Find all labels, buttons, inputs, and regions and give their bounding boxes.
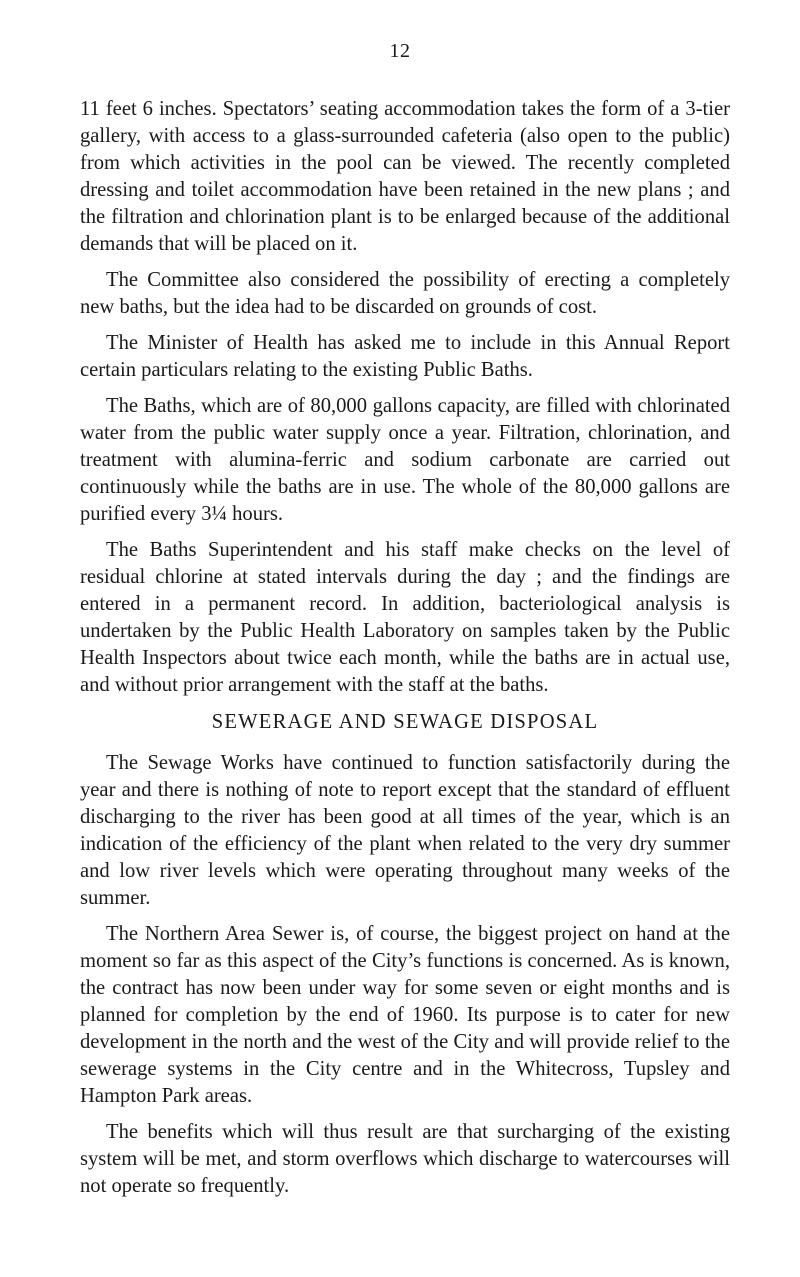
section-heading-sewerage: SEWERAGE AND SEWAGE DISPOSAL (211, 711, 599, 733)
paragraph-baths-capacity: The Baths, which are of 80,000 gallons capacity, are filled with chlorinated water from the public water supply once a year. Filtration, chlorination, and treatment with alumina-ferric and sodium carbonate are carried out continuously while the baths are in use. The whole of the 80,000 gallons are purified every 3¼ hours. (80, 395, 730, 525)
paragraph-baths-checks: The Baths Superintendent and his staff make checks on the level of residual chlorine at stated intervals during the day ; and the findings are entered in a permanent record. In addition, bacteriological analysis is undertaken by the Public Health Laboratory on samples taken by the Public Health Inspectors about twice each month, while the baths are in actual use, and without prior arrangement with the staff at the baths. (80, 539, 730, 696)
page-content (80, 96, 730, 1209)
paragraph-pool-description: 11 feet 6 inches. Spectators’ seating accommodation takes the form of a 3-tier gallery, with access to a glass-surrounded cafeteria (also open to the public) from which activities in the pool can be viewed. The recently completed dressing and toilet accommodation have been retained in the new plans ; and the filtration and chlorination plant is to be enlarged because of the additional demands that will be placed on it. (80, 98, 730, 255)
paragraph-minister-request: The Minister of Health has asked me to include in this Annual Report certain particulars relating to the existing Public Baths. (80, 332, 730, 381)
paragraph-benefits: The benefits which will thus result are that surcharging of the existing system will be met, and storm overflows which discharge to watercourses will not operate so frequently. (80, 1121, 730, 1197)
page-number: 12 (389, 40, 411, 62)
paragraph-northern-sewer: The Northern Area Sewer is, of course, the biggest project on hand at the moment so far as this aspect of the City’s functions is concerned. As is known, the contract has now been under way for some seven or eight months and is planned for completion by the end of 1960. Its purpose is to cater for new development in the north and the west of the City and will provide relief to the sewerage systems in the City centre and in the Whitecross, Tupsley and Hampton Park areas. (80, 923, 730, 1107)
paragraph-sewage-works: The Sewage Works have continued to function satisfactorily during the year and there is nothing of note to report except that the standard of effluent discharging to the river has been good at all times of the year, which is an indication of the efficiency of the plant when related to the very dry summer and low river levels which were operating throughout many weeks of the summer. (80, 752, 730, 909)
paragraph-new-baths: The Committee also considered the possibility of erecting a completely new baths, but the idea had to be discarded on grounds of cost. (80, 269, 730, 318)
